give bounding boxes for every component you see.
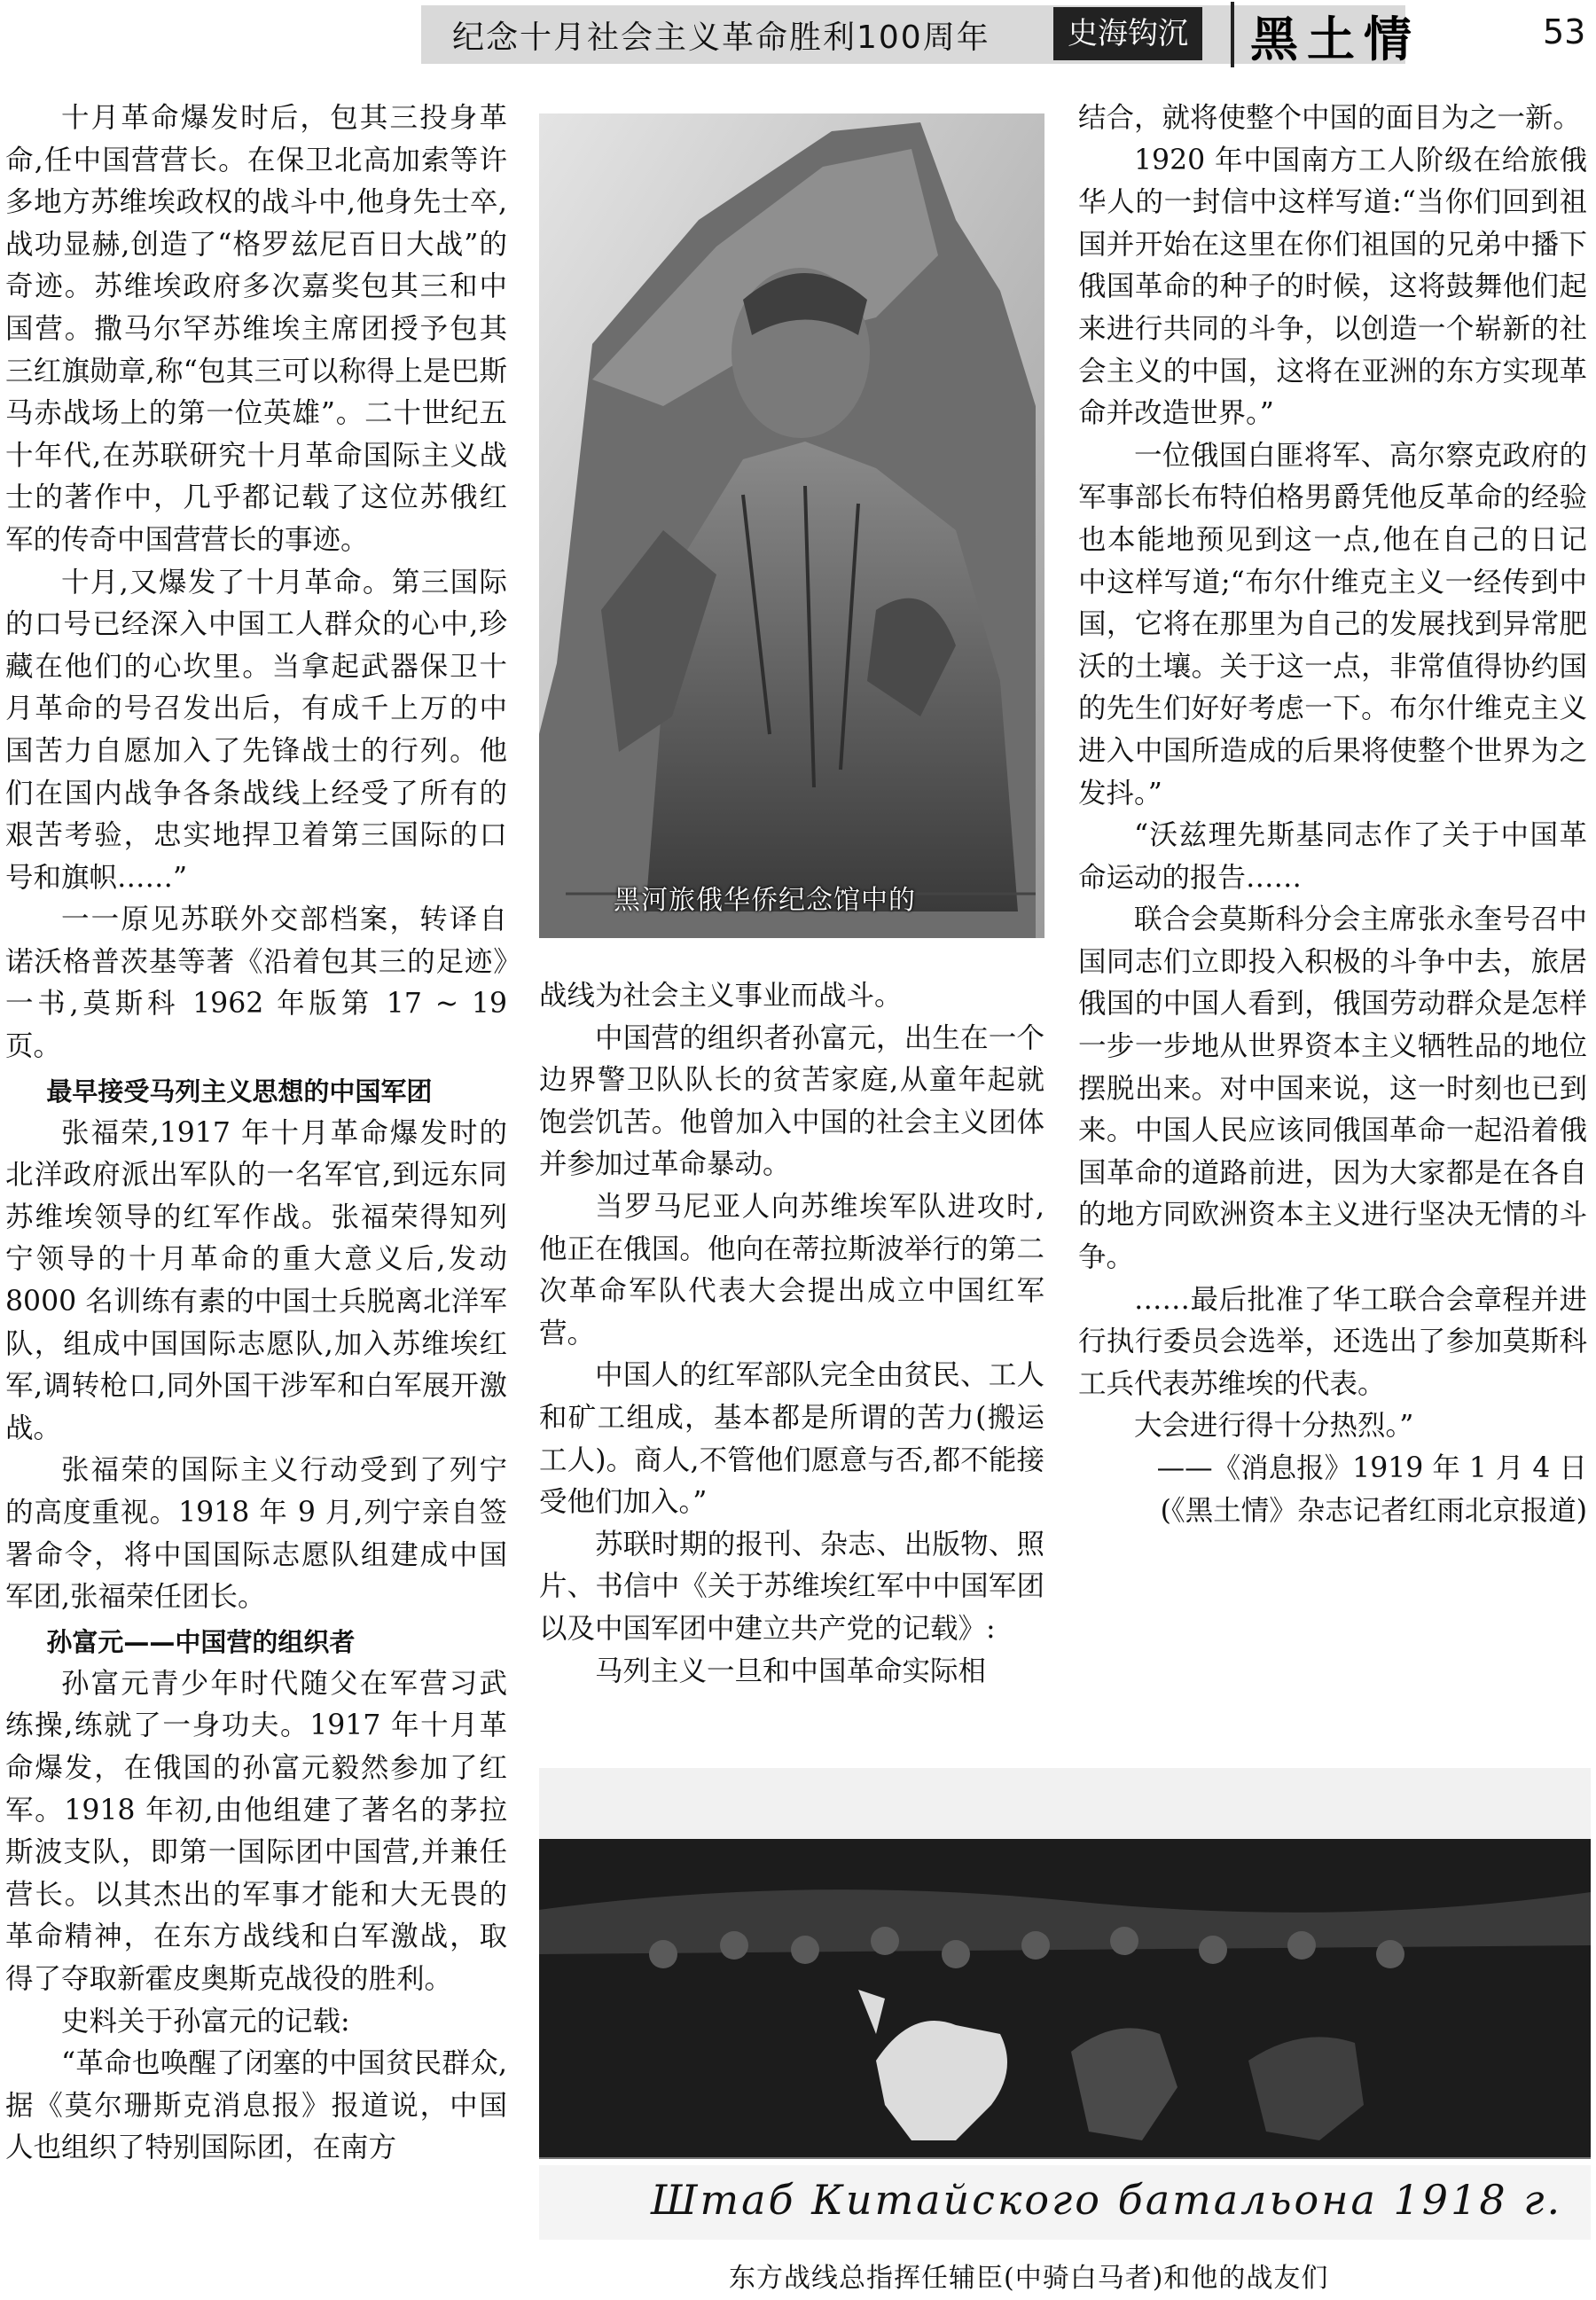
section-heading: 孙富元——中国营的组织者	[46, 1626, 356, 1657]
paragraph: “革命也唤醒了闭塞的中国贫民群众,据《莫尔珊斯克消息报》报道说，中国人也组织了特别国际团，在南方	[5, 2047, 507, 2164]
paragraph: 苏联时期的报刊、杂志、出版物、照片、书信中《关于苏维埃红军中中国军团以及中国军团中建立共产党的记载》:	[539, 1528, 1044, 1645]
paragraph: 一位俄国白匪将军、高尔察克政府的军事部长布特伯格男爵凭他反革命的经验也本能地预见到这一点,他在自己的日记中这样写道;“布尔什维克主义一经传到中国，它将在那里为自己的发展找到异常肥沃的土壤。关于这一点，非常值得协约国的先生们好好考虑一下。布尔什维克主义进入中国所造成的后果将使整个世界为之发抖。”	[1078, 439, 1587, 810]
page-header	[0, 0, 1596, 73]
paragraph: 联合会莫斯科分会主席张永奎号召中国同志们立即投入积极的斗争中去，旅居俄国的中国人看到，俄国劳动群众是怎样一步一步地从世界资本主义牺牲品的地位摆脱出来。对中国来说，这一时刻也已到来。中国人民应该同俄国革命一起沿着俄国革命的道路前进，因为大家都是在各自的地方同欧洲资本主义进行坚决无情的斗争。	[1078, 904, 1587, 1274]
paragraph: 张福荣的国际主义行动受到了列宁的高度重视。1918 年 9 月,列宁亲自签署命令，将中国国际志愿队组建成中国军团,张福荣任团长。	[5, 1454, 507, 1614]
historical-photo	[539, 1768, 1591, 2245]
sculpture-photo	[539, 113, 1044, 938]
paragraph: 孙富元青少年时代随父在军营习武练操,练就了一身功夫。1917 年十月革命爆发，在俄国的孙富元毅然参加了红军。1918 年初,由他组建了著名的茅拉斯波支队，即第一国际团中国营,并兼任营长。以其杰出的军事才能和大无畏的革命精神，在东方战线和白军激战，取得了夺取新霍皮奥斯克战役的胜利。	[5, 1667, 507, 1995]
paragraph: 1920 年中国南方工人阶级在给旅俄华人的一封信中这样写道:“当你们回到祖国并开始在这里在你们祖国的兄弟中播下俄国革命的种子的时候，这将鼓舞他们起来进行共同的斗争，以创造一个崭新的社会主义的中国，这将在亚洲的东方实现革命并改造世界。”	[1078, 144, 1587, 430]
paragraph: 战线为社会主义事业而战斗。	[539, 980, 903, 1012]
paragraph: 十月,又爆发了十月革命。第三国际的口号已经深入中国工人群众的心中,珍藏在他们的心坎里。当拿起武器保卫十月革命的号召发出后，有成千上万的中国苦力自愿加入了先锋战士的行列。他们在国内战争各条战线上经受了所有的艰苦考验，忠实地捍卫着第三国际的口号和旗帜……”	[5, 566, 507, 894]
paragraph: 中国人的红军部队完全由贫民、工人和矿工组成，基本都是所谓的苦力(搬运工人)。商人,不管他们愿意与否,都不能接受他们加入。”	[539, 1359, 1044, 1519]
paragraph: “沃兹理先斯基同志作了关于中国革命运动的报告……	[1078, 819, 1587, 894]
magazine-logo: 黑土情	[1250, 11, 1420, 67]
paragraph: 中国营的组织者孙富元，出生在一个边界警卫队队长的贫苦家庭,从童年起就饱尝饥苦。他曾加入中国的社会主义团体并参加过革命暴动。	[539, 1021, 1044, 1181]
column-right	[1078, 98, 1587, 1532]
photo-caption: 东方战线总指挥任辅臣(中骑白马者)和他的战友们	[729, 2263, 1329, 2294]
column-badge: 史海钩沉	[1053, 7, 1202, 60]
source-citation: ——《消息报》1919 年 1 月 4 日	[1156, 1452, 1587, 1484]
photo-caption-overlay: 黑河旅俄华侨纪念馆中的	[614, 885, 916, 916]
paragraph: 史料关于孙富元的记载:	[61, 2005, 350, 2038]
paragraph: 马列主义一旦和中国革命实际相	[595, 1655, 987, 1687]
byline: (《黑土情》杂志记者红雨北京报道)	[1160, 1494, 1587, 1527]
page-number: 53	[1543, 12, 1586, 51]
cavalry-photo-illustration	[539, 1768, 1591, 2245]
paragraph: 张福荣,1917 年十月革命爆发时的北洋政府派出军队的一名军官,到远东同苏维埃领导的红军作战。张福荣得知列宁领导的十月革命的重大意义后,发动 8000 名训练有素的中国士兵脱离北洋军队，组成中国国际志愿队,加入苏维埃红军,调转枪口,同外国干涉军和白军展开激战。	[5, 1116, 507, 1444]
paragraph: 结合，就将使整个中国的面目为之一新。	[1078, 102, 1582, 134]
paragraph: 大会进行得十分热烈。”	[1134, 1410, 1414, 1443]
header-banner-title: 纪念十月社会主义革命胜利100周年	[452, 20, 990, 56]
paragraph: 十月革命爆发时后，包其三投身革命,任中国营营长。在保卫北高加索等许多地方苏维埃政权的战斗中,他身先士卒,战功显赫,创造了“格罗兹尼百日大战”的奇迹。苏维埃政府多次嘉奖包其三和中国营。撒马尔罕苏维埃主席团授予包其三红旗勋章,称“包其三可以称得上是巴斯马赤战场上的第一位英雄”。二十世纪五十年代,在苏联研究十月革命国际主义战士的著作中，几乎都记载了这位苏俄红军的传奇中国营营长的事迹。	[5, 102, 507, 556]
source-note: 一一原见苏联外交部档案，转译自诺沃格普茨基等著《沿着包其三的足迹》一书,莫斯科 1962 年版第 17 ~ 19 页。	[5, 904, 507, 1063]
column-middle	[539, 975, 1044, 1693]
paragraph: ……最后批准了华工联合会章程并进行执行委员会选举，还选出了参加莫斯科工兵代表苏维埃的代表。	[1078, 1283, 1587, 1400]
header-divider	[1231, 2, 1234, 67]
sculpture-illustration	[539, 113, 1044, 938]
photo-inscription: Штаб Китайского батальона 1918 г.	[651, 2176, 1563, 2224]
column-left	[5, 98, 507, 2170]
paragraph: 当罗马尼亚人向苏维埃军队进攻时,他正在俄国。他向在蒂拉斯波举行的第二次革命军队代表大会提出成立中国红军营。	[539, 1190, 1044, 1349]
section-heading: 最早接受马列主义思想的中国军团	[46, 1076, 433, 1107]
